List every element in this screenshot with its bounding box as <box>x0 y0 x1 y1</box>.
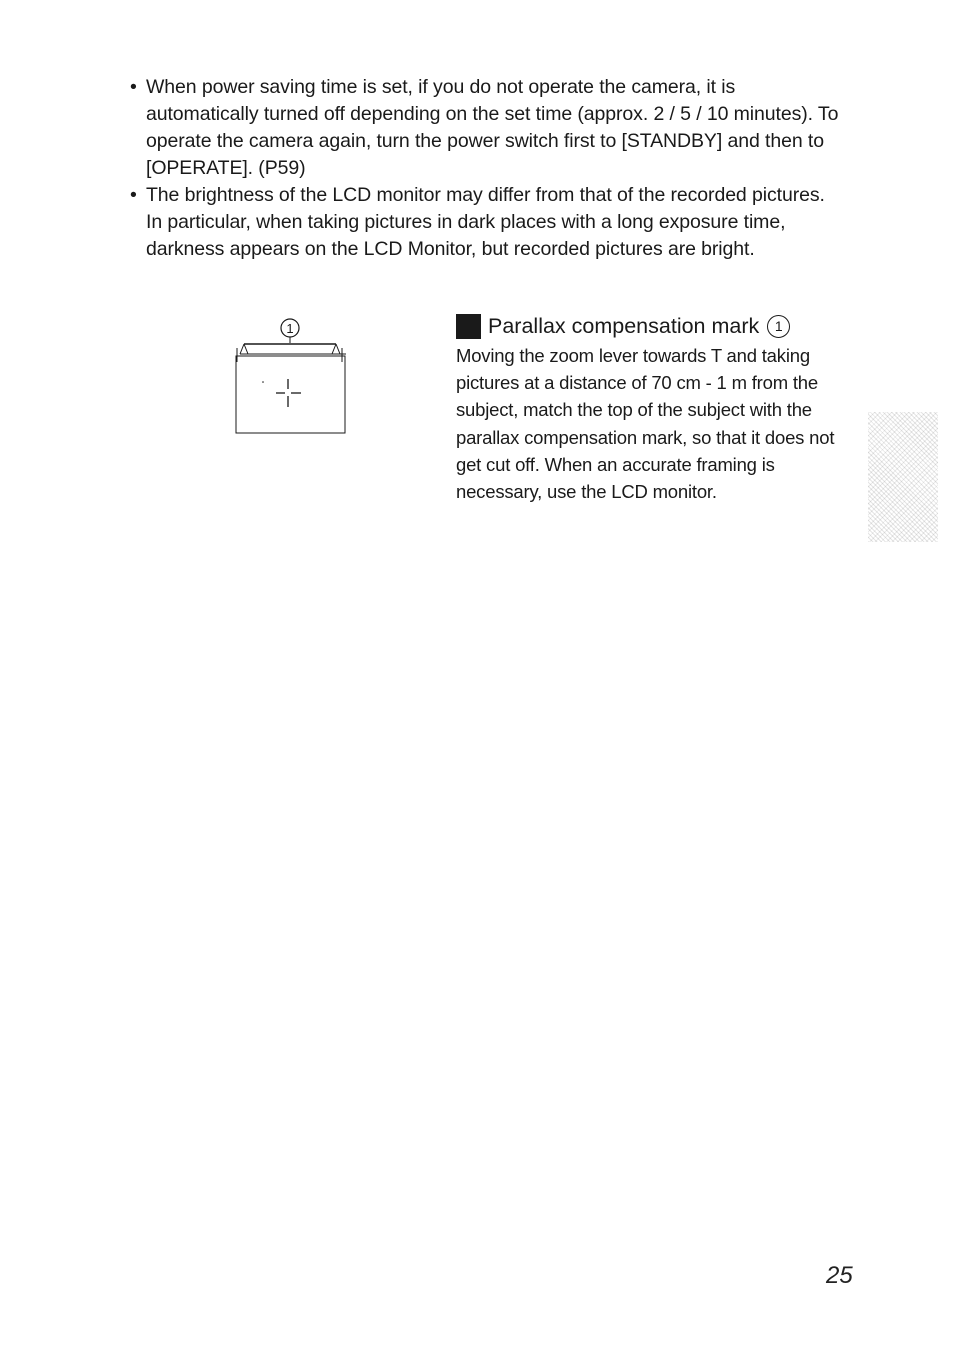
parallax-left-arrow <box>240 344 248 354</box>
bullet-item-power-saving <box>128 74 840 182</box>
section-heading <box>456 312 866 340</box>
bullet-text: The brightness of the LCD monitor may differ from that of the recorded pictures. In particular, when taking pictures in dark places with a long exposure time, darkness appears on the LCD Monitor, but recorded pictures are bright. <box>146 184 825 260</box>
viewfinder-frame <box>236 356 345 433</box>
bullet-marker: • <box>130 184 137 206</box>
viewfinder-diagram <box>228 312 353 442</box>
page-number: 25 <box>826 1262 853 1289</box>
heading-square-icon <box>456 314 481 339</box>
parallax-section <box>456 312 866 505</box>
viewfinder-figure <box>228 312 353 442</box>
section-body-text: Moving the zoom lever towards T and taking pictures at a distance of 70 cm - 1 m from the subject, match the top of the subject with the parallax compensation mark, so that it does not get cut off. When an accurate framing is necessary, use the LCD monitor. <box>456 345 835 503</box>
parallax-right-arrow <box>332 344 340 354</box>
bullet-marker: • <box>130 76 137 98</box>
page-edge-tab-shading <box>868 412 938 542</box>
section-title-text: Parallax compensation mark <box>488 314 760 338</box>
bullet-item-lcd-brightness <box>128 182 840 263</box>
title-callout-circle: 1 <box>767 315 790 338</box>
callout-number: 1 <box>286 321 294 336</box>
frame-dot <box>262 381 264 383</box>
bullet-list <box>128 74 840 263</box>
bullet-text: When power saving time is set, if you do not operate the camera, it is automatically turned off depending on the set time (approx. 2 / 5 / 10 minutes). To operate the camera again, turn the power switch first to [STANDBY] and then to [OPERATE]. (P59) <box>146 76 839 179</box>
